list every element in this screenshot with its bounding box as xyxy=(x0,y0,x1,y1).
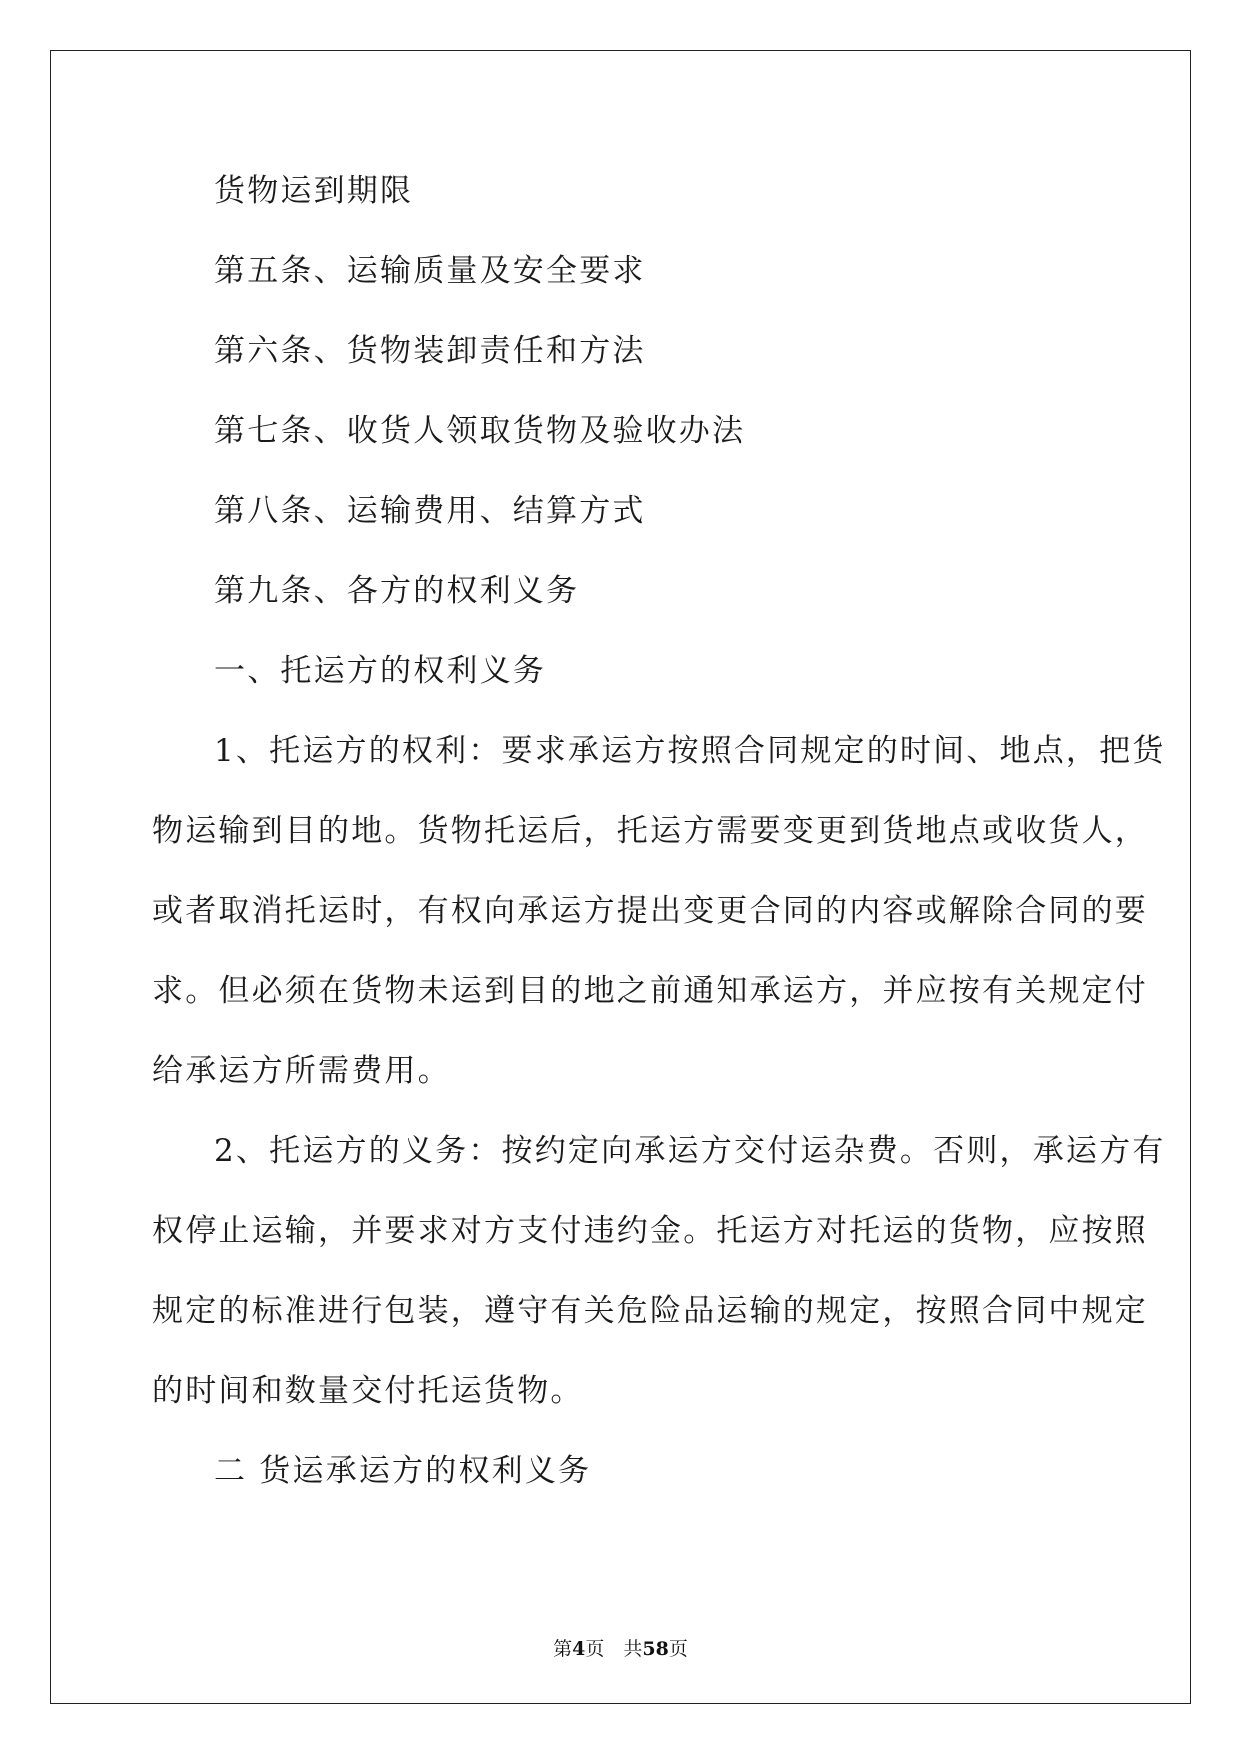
footer-mid: 页 共 xyxy=(585,1638,643,1660)
line-article-9: 第九条、各方的权利义务 xyxy=(214,573,580,609)
line-article-6: 第六条、货物装卸责任和方法 xyxy=(214,333,646,369)
para1-line: 1、托运方的权利：要求承运方按照合同规定的时间、地点，把货 xyxy=(214,733,1166,769)
line-article-7: 第七条、收货人领取货物及验收办法 xyxy=(214,413,746,449)
footer-total-pages: 58 xyxy=(642,1638,669,1660)
footer-suffix: 页 xyxy=(668,1638,688,1660)
para1-line: 或者取消托运时，有权向承运方提出变更合同的内容或解除合同的要 xyxy=(152,893,1148,929)
para1-line: 求。但必须在货物未运到目的地之前通知承运方，并应按有关规定付 xyxy=(152,973,1148,1009)
para1-line: 给承运方所需费用。 xyxy=(152,1053,451,1089)
line-article-8: 第八条、运输费用、结算方式 xyxy=(214,493,646,529)
para2-line: 权停止运输，并要求对方支付违约金。托运方对托运的货物，应按照 xyxy=(152,1213,1148,1249)
line-article-5: 第五条、运输质量及安全要求 xyxy=(214,253,646,289)
para2-line: 2、托运方的义务：按约定向承运方交付运杂费。否则，承运方有 xyxy=(214,1133,1166,1169)
para2-line: 的时间和数量交付托运货物。 xyxy=(152,1373,584,1409)
line-section-2: 二 货运承运方的权利义务 xyxy=(214,1453,592,1489)
footer-prefix: 第 xyxy=(553,1638,573,1660)
line-section-1: 一、托运方的权利义务 xyxy=(214,653,546,689)
line-delivery-deadline: 货物运到期限 xyxy=(214,173,414,209)
page-footer xyxy=(0,1637,1241,1661)
footer-page-number: 4 xyxy=(572,1638,586,1660)
para2-line: 规定的标准进行包装，遵守有关危险品运输的规定，按照合同中规定 xyxy=(152,1293,1148,1329)
para1-line: 物运输到目的地。货物托运后，托运方需要变更到货地点或收货人， xyxy=(152,813,1148,849)
